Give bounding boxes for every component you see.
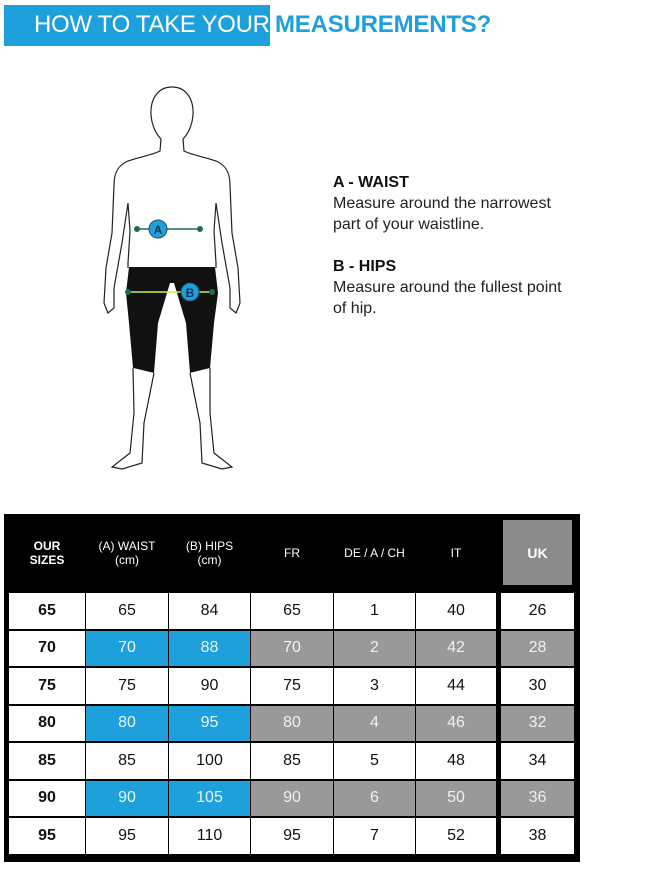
table-cell: 90: [251, 781, 333, 817]
table-cell: 36: [501, 781, 574, 817]
column-header-line1: OUR: [33, 539, 61, 553]
size-label-cell: 90: [9, 781, 85, 817]
column-header-line1: FR: [284, 546, 300, 560]
table-cell: 48: [416, 743, 496, 779]
table-cell: 110: [169, 818, 250, 854]
table-cell: 30: [501, 668, 574, 704]
column-header: [251, 514, 333, 592]
table-cell: 38: [501, 818, 574, 854]
size-label-cell: 65: [9, 593, 85, 629]
page-title-light: HOW TO TAKE YOUR: [34, 11, 270, 38]
marker-a-label: A: [153, 223, 163, 237]
column-header: [9, 514, 85, 592]
table-cell: 6: [334, 781, 415, 817]
instruction-waist-line2: part of your waistline.: [333, 216, 485, 233]
table-cell: 32: [501, 706, 574, 742]
page-title-bold: MEASUREMENTS?: [275, 11, 492, 38]
table-cell: 34: [501, 743, 574, 779]
table-cell: 44: [416, 668, 496, 704]
table-cell: 90: [86, 781, 168, 817]
column-header: [416, 514, 496, 592]
size-label-cell: 95: [9, 818, 85, 854]
table-cell: 65: [86, 593, 168, 629]
table-cell: 50: [416, 781, 496, 817]
size-label-cell: 80: [9, 706, 85, 742]
column-header-line1: DE / A / CH: [344, 546, 405, 560]
instruction-waist-heading: A - WAIST: [333, 174, 409, 191]
column-header-line1: (A) WAIST: [98, 539, 156, 553]
table-cell: 95: [86, 818, 168, 854]
table-cell: 3: [334, 668, 415, 704]
table-cell: 1: [334, 593, 415, 629]
table-cell: 40: [416, 593, 496, 629]
instruction-hips-line2: of hip.: [333, 300, 377, 317]
table-cell: 85: [86, 743, 168, 779]
body-figure-illustration: [100, 83, 245, 475]
column-header-line2: (cm): [197, 553, 222, 567]
column-header-line2: (cm): [115, 553, 139, 567]
instruction-waist-line1: Measure around the narrowest: [333, 195, 551, 212]
table-cell: 5: [334, 743, 415, 779]
table-cell: 85: [251, 743, 333, 779]
column-header: [86, 514, 168, 592]
table-cell: 46: [416, 706, 496, 742]
table-cell: 42: [416, 631, 496, 667]
table-cell: 95: [251, 818, 333, 854]
table-cell: 88: [169, 631, 250, 667]
table-cell: 90: [169, 668, 250, 704]
column-header: [334, 514, 415, 592]
size-label-cell: 85: [9, 743, 85, 779]
instruction-hips-heading: B - HIPS: [333, 258, 397, 275]
table-cell: 52: [416, 818, 496, 854]
size-label-cell: 75: [9, 668, 85, 704]
table-cell: 7: [334, 818, 415, 854]
table-cell: 75: [251, 668, 333, 704]
instruction-hips-line1: Measure around the fullest point: [333, 279, 562, 296]
size-table: [4, 514, 580, 862]
column-header-line1: (B) HIPS: [185, 539, 234, 553]
instruction-waist: [333, 172, 653, 235]
table-cell: 80: [86, 706, 168, 742]
column-header-line2: SIZES: [29, 553, 65, 567]
table-cell: 26: [501, 593, 574, 629]
table-cell: 2: [334, 631, 415, 667]
table-cell: 75: [86, 668, 168, 704]
instruction-hips: [333, 256, 653, 319]
table-cell: 65: [251, 593, 333, 629]
table-cell: 84: [169, 593, 250, 629]
table-cell: 70: [251, 631, 333, 667]
table-cell: 28: [501, 631, 574, 667]
table-cell: 80: [251, 706, 333, 742]
column-header: [169, 514, 250, 592]
column-header-line1: IT: [450, 546, 462, 560]
table-cell: 100: [169, 743, 250, 779]
marker-b-label: B: [185, 286, 195, 300]
table-cell: 70: [86, 631, 168, 667]
table-cell: 105: [169, 781, 250, 817]
table-cell: 4: [334, 706, 415, 742]
table-cell: 95: [169, 706, 250, 742]
uk-column-header: UK: [503, 520, 572, 585]
size-label-cell: 70: [9, 631, 85, 667]
